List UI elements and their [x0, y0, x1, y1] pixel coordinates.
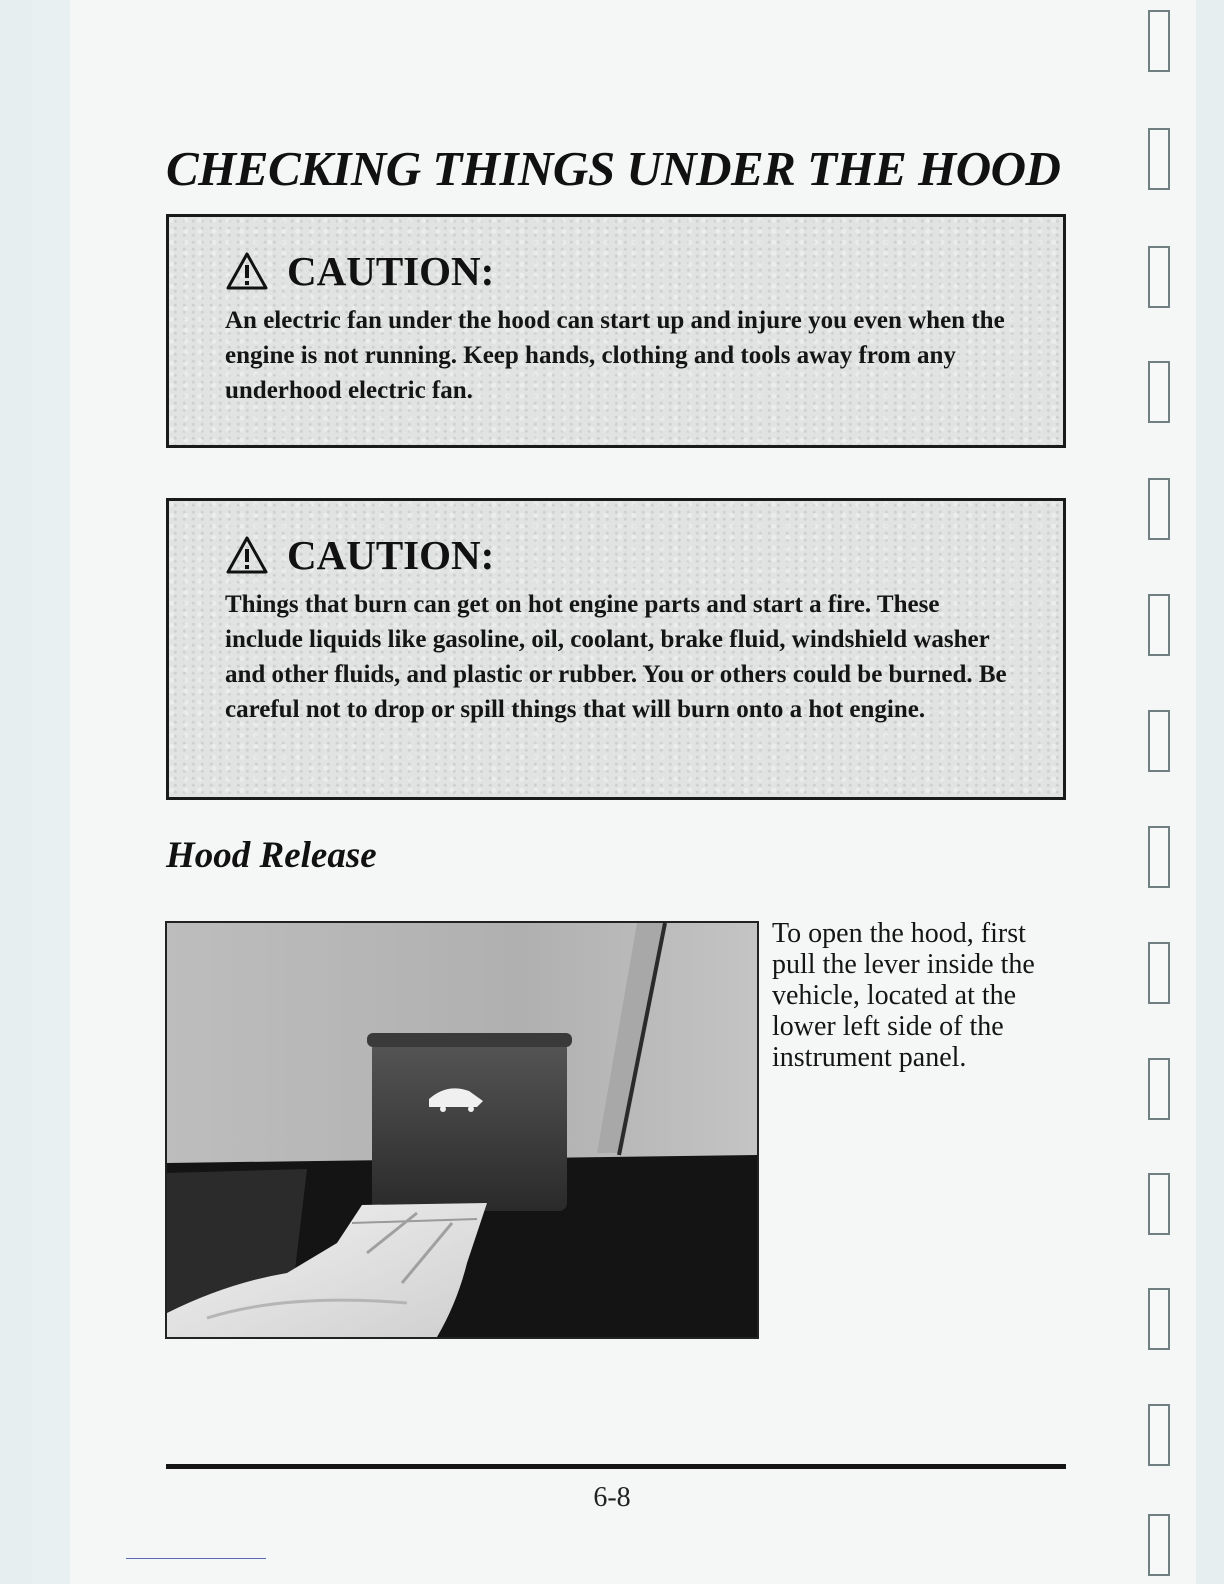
section-tab[interactable] — [1148, 361, 1170, 423]
section-tab[interactable] — [1148, 10, 1170, 72]
caution-text: An electric fan under the hood can start up and injure you even when the engine is not running. Keep hands, clothing and tools away from any underhood electric fan. — [225, 307, 1005, 404]
caution-header — [225, 247, 1023, 295]
section-tab-strip — [1148, 0, 1178, 1584]
hood-release-lever-illustration — [167, 923, 757, 1337]
section-tab[interactable] — [1148, 710, 1170, 772]
section-tab[interactable] — [1148, 942, 1170, 1004]
section-tab[interactable] — [1148, 128, 1170, 190]
section-tab[interactable] — [1148, 1514, 1170, 1576]
caution-label: CAUTION: — [287, 248, 495, 294]
caution-box-electric-fan — [166, 214, 1066, 448]
warning-triangle-icon — [225, 251, 269, 291]
section-tab[interactable] — [1148, 1288, 1170, 1350]
page-number: 6-8 — [593, 1482, 631, 1513]
warning-triangle-icon — [225, 535, 269, 575]
section-heading: Hood Release — [166, 835, 377, 876]
section-tab[interactable] — [1148, 478, 1170, 540]
hood-release-instructions: To open the hood, first pull the lever inside the vehicle, located at the lower left side of the instrument panel. — [772, 918, 1035, 1073]
caution-label: CAUTION: — [287, 532, 495, 578]
hood-release-photo — [165, 921, 759, 1339]
footer-rule — [166, 1464, 1066, 1469]
section-tab[interactable] — [1148, 1058, 1170, 1120]
section-tab[interactable] — [1148, 594, 1170, 656]
caution-header — [225, 531, 1023, 579]
caution-box-fire — [166, 498, 1066, 800]
caution-text: Things that burn can get on hot engine parts and start a fire. These include liquids like gasoline, oil, coolant, brake fluid, windshield washer and other fluids, and plastic or rubber. You or others could be burned. Be careful not to drop or spill things that will burn onto a hot engine. — [225, 591, 1007, 723]
section-tab[interactable] — [1148, 826, 1170, 888]
footer-link-underline — [126, 1558, 266, 1559]
section-tab[interactable] — [1148, 1173, 1170, 1235]
section-tab[interactable] — [1148, 246, 1170, 308]
section-tab[interactable] — [1148, 1404, 1170, 1466]
page-title: CHECKING THINGS UNDER THE HOOD — [166, 141, 1061, 196]
